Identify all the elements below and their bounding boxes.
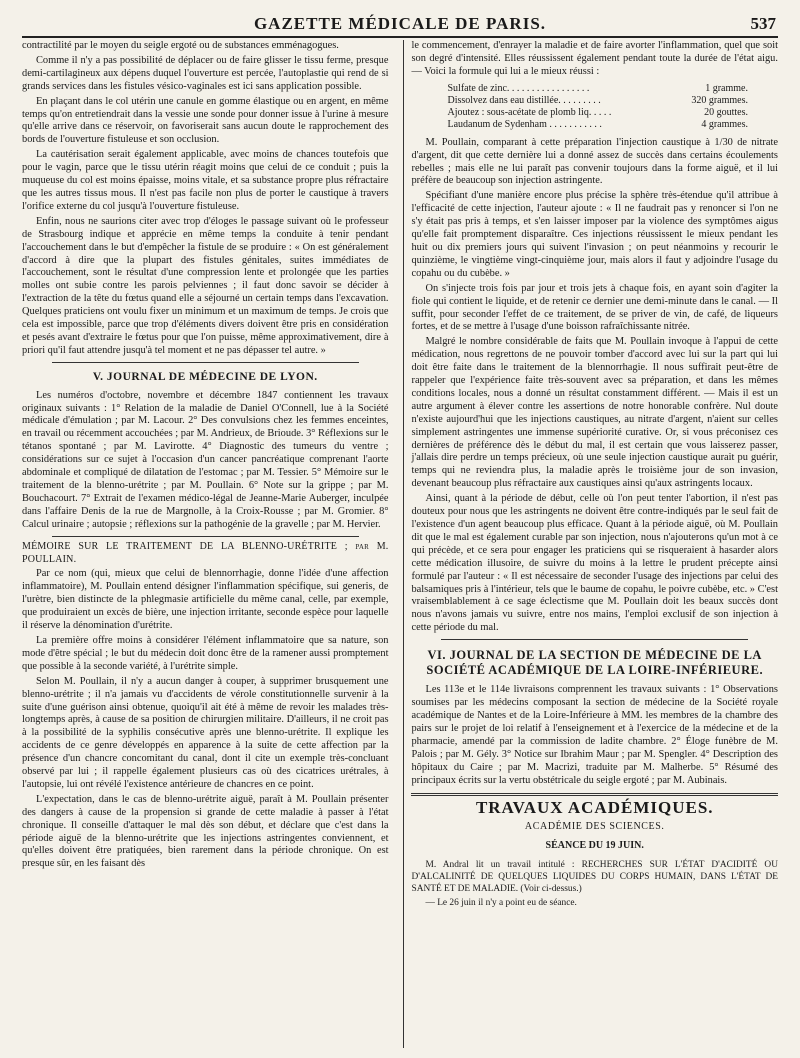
paragraph: Spécifiant d'une manière encore plus précise la sphère très-étendue qu'il attribue à l'efficacité de cette injection, l'auteur ajoute : « Il ne faudrait pas y renoncer si l'on ne s'y était pas pris à temps, et s'en laisser imposer par la violence des symptômes aigus qu'elle fait promptement disparaître. Ces injections réussissent le mieux pendant les huit ou dix premiers jours qui suivent l'invasion ; on peut néanmoins y recourir le quinzième, le vingtième vingt-cinquième jour, mais alors il faut y adjoindre l'usage du copahu ou du cubèbe. » [411, 190, 778, 279]
paragraph: En plaçant dans le col utérin une canule en gomme élastique ou en argent, en même temps qu'on entretiendrait dans la vessie une sonde pour donner issue à l'urine à mesure qu'elle arrive dans ce réservoir, on favoriserait sans aucun doute le rapprochement des bords de l'ouverture fistuleuse et son occlusion. [22, 95, 389, 146]
column-rule [403, 40, 404, 1048]
section-heading-loire: VI. JOURNAL DE LA SECTION DE MÉDECINE DE LA SOCIÉTÉ ACADÉMIQUE DE LA LOIRE-INFÉRIEURE. [426, 648, 764, 678]
paragraph: M. Andral lit un travail intitulé : RECHERCHES SUR L'ÉTAT D'ACIDITÉ OU D'ALCALINITÉ DE QUELQUES LIQUIDES DU CORPS HUMAIN, DANS L'ÉTAT DE SANTÉ ET DE MALADIE. (Voir ci-dessus.) [411, 860, 778, 895]
paragraph: Comme il n'y a pas possibilité de déplacer ou de faire glisser le tissu ferme, presque demi-cartilagineux aux dépens duquel l'ouverture est percée, l'autoplastie qui rend de si grands services dans les fistules vésico-vaginales est ici sans application possible. [22, 54, 389, 92]
paragraph: M. Poullain, comparant à cette préparation l'injection caustique à 1/30 de nitrate d'argent, dit que cette dernière lui a donné assez de succès dans certains écoulements rebelles ; mais elle ne lui paraît pas convenir toujours dans la forme aiguë, et il lui préfère de beaucoup son injection astringente. [411, 136, 778, 187]
paragraph: Selon M. Poullain, il n'y a aucun danger à couper, à supprimer brusquement une blenno-urétrite ; il n'a jamais vu d'accidents de vérole constitutionnelle survenir à la suite d'une guérison ainsi obtenue, quoiqu'il ait été à même de revoir les malades très-longtemps après, à cause de sa position de chirurgien militaire. D'ailleurs, il ne croit pas à la possibilité de la syphilis consécutive après une blenno-urétrite. Il explique les accidents de ce genre développés en apparence à la suite de cette affection par la présence d'un chancre concomitant du canal, dont il cite un exemple très-concluant observé par lui ; il rappelle également plusieurs cas où des cicatrices urétrales, à l'autopsie, lui ont révélé l'existence antérieure de chancres en ce point. [22, 675, 389, 790]
formula-row: Dissolvez dans eau distillée. . . . . . . . . 320 grammes. [447, 94, 748, 106]
paragraph: La première offre moins à considérer l'élément inflammatoire que sa nature, son mode d'être spécial ; le but du médecin doit donc être de la ramener aussi promptement que possible à la seconde variété, à l'urétrite simple. [22, 634, 389, 672]
paragraph: contractilité par le moyen du seigle ergoté ou de substances emménagogues. [22, 40, 339, 51]
academy-heading: ACADÉMIE DES SCIENCES. [524, 821, 665, 833]
paragraph: le commencement, d'enrayer la maladie et de faire avorter l'inflammation, quel que soit son degré d'intensité. Elles réussissent également pendant toute la durée de l'état aigu. — Voici la formule qui lui a le mieux réussi : [411, 40, 778, 77]
memoire-heading: MÉMOIRE SUR LE TRAITEMENT DE LA BLENNO-URÉTRITE ; par M. POULLAIN. [22, 540, 389, 565]
paragraph: Les 113e et le 114e livraisons comprennent les travaux suivants : 1° Observations soumises par les médecins composant la section de médecine de la Société royale académique de Nantes et de la Loire-Inférieure à MM. les membres de la chambre des pairs sur le projet de loi relatif à l'enseignement et à l'exercice de la médecine et de la pharmacie, amendé par la commission de ladite chambre. 2° Éloge funèbre de M. Palois ; par M. Gély. 3° Notice sur Ibrahim Maur ; par M. Spengler. 4° Description des hôpitaux du Caire ; par M. Macrizi, traduite par M. Malherbe. 5° Résumé des principaux écrits sur la vertu obstétricale du seigle ergoté ; par M. Aubinais. [411, 684, 778, 786]
left-column [22, 40, 397, 1048]
paragraph: Ainsi, quant à la période de début, celle où l'on peut tenter l'abortion, il n'est pas douteux pour nous que les astringents ne doivent être contre-indiqués par le seul fait de l'existence d'un agent beaucoup plus efficace. Quant à la période aiguë, où M. Poullain dit que le mal est également curable par son injection, nous n'ajouterons qu'un mot à ce qui précède, et ce sera pour engager les praticiens qui se risqueraient à hasarder alors cette médication illusoire, de suivre du moins à la lettre le prudent précepte ainsi formulé par l'auteur : « Il est nécessaire de seconder l'usage des injections par celui des balsamiques pris à l'intérieur, tels que le baume de copahu, le poivre cubèbe, etc. » C'est vraisemblablement à ce sage éclectisme que M. Poullain doit les beaux succès dont nous n'avons jamais vu suivre, entre nos mains, l'emploi exclusif de son injection à cette période du mal. [411, 493, 778, 634]
divider [52, 362, 359, 363]
formula-row: Sulfate de zinc. . . . . . . . . . . . . . . . . 1 gramme. [447, 82, 748, 94]
paragraph: Par ce nom (qui, mieux que celui de blennorrhagie, donne l'idée d'une affection inflammatoire), M. Poullain entend désigner l'inflammation spécifique, sui generis, de l'urètre, bien distincte de la phlegmasie artificielle du même canal, celle, par exemple, que produiraient un excès de bière, une injection irritante, seconde espèce pour laquelle il réserve la dénomination d'urétrite. [22, 568, 389, 632]
seance-heading: SÉANCE DU 19 JUIN. [545, 840, 644, 852]
paragraph: Malgré le nombre considérable de faits que M. Poullain invoque à l'appui de cette médication, nous regrettons de ne pouvoir tomber d'accord avec lui sur la part qui lui doit être faite dans le traitement de la blennorrhagie. Il nous suffirait peut-être de rappeler que l'expérience faite très-souvent avec sa préparation, et dans les mêmes conditions locales, nous a donné un résultat constamment différent. — Mais il est un autre argument à élever contre les assertions de notre honorable confrère. Nul doute n'existe aujourd'hui que les injections caustiques, au nitrate d'argent, n'aient sur celles simplement astringentes une immense supériorité curative. Or, si vous préconisez ces dernières de préférence dès le début du mal, il est certain que vous laisserez passer, j'allais dire perdre un temps précieux, où une seule injection caustique aurait pu guérir, temps qui ne reviendra plus, la maladie après le troisième jour de son invasion, devenant beaucoup plus réfractaire aux caustiques ainsi qu'aux astringents locaux. [411, 336, 778, 490]
paragraph: Enfin, nous ne saurions citer avec trop d'éloges le passage suivant où le professeur de Strasbourg indique et apprécie en même temps la conduite à tenir pendant l'accouchement dans le but d'empêcher la fistule de se produire : « On est généralement d'accord à dire que la plupart des fistules génitales, suites immédiates de l'accouchement, sont le résultat d'une compression lente et prolongée que les parties molles ont subie contre les parois pelviennes ; il faut donc savoir se décider à l'extraction de la tête du fœtus quand elle a séjourné un certain temps dans l'excavation. Quelques praticiens ont voulu fixer un minimum et un maximum de temps. Je crois que cela est impossible, parce que trop d'éléments divers doivent être pris en considération et pesés avant d'extraire le fœtus pour que l'on puisse, même approximativement, dire à priori qu'il faut attendre jusqu'à tel moment et ne pas dépasser tel autre. » [22, 215, 389, 356]
travaux-heading: TRAVAUX ACADÉMIQUES. [475, 798, 714, 818]
divider [52, 536, 359, 537]
right-column [409, 40, 778, 1048]
paragraph: L'expectation, dans le cas de blenno-urétrite aiguë, paraît à M. Poullain présenter des dangers à cause de la propension si grande de cette maladie à passer à l'état chronique. Il conseille d'attaquer le mal dès son début, et déclare que c'est dans la période aiguë de la blenno-urétrite que les injections astringentes conviennent, et qu'elles doivent être pratiquées, bien rarement dans la période chronique. On est presque sûr, en les faisant dès [22, 793, 389, 870]
paragraph: — Le 26 juin il n'y a point eu de séance. [425, 898, 577, 909]
two-column-body [22, 40, 778, 1048]
divider [441, 639, 748, 640]
journal-title: GAZETTE MÉDICALE DE PARIS. [253, 14, 547, 33]
formula-row: Ajoutez : sous-acétate de plomb liq. . . . . 20 gouttes. [447, 106, 748, 118]
formula-row: Laudanum de Sydenham . . . . . . . . . . . 4 grammes. [447, 118, 748, 130]
page-number: 537 [750, 14, 776, 33]
paragraph: Les numéros d'octobre, novembre et décembre 1847 contiennent les travaux originaux suivants : 1° Relation de la maladie de Daniel O'Connell, lue à la Société médicale d'émulation ; par M. Lacour. 2° Des convulsions chez les femmes enceintes, en travail ou récemment accouchées ; par M. Andrieux, de Brioude. 3° Réflexions sur le tétanos spontané ; par M. Lavirotte. 4° Diagnostic des tumeurs du ventre ; considérations sur ce sujet à l'occasion d'un cancer pancréatique comprenant l'aorte abdominale et compliqué de dilatation de l'estomac ; par M. Tessier. 5° Mémoire sur le traitement de la blenno-urétrite ; par M. Poullain. 6° Note sur la grippe ; par M. Bouchacourt. 7° Extrait de l'examen médico-légal de Jeanne-Marie Auberger, inculpée dans l'affaire Denis de la rue de Margnolle, à la Croix-Rousse ; par M. Gromier. 8° Calcul urinaire ; autopsie ; réflexions sur la pathogénie de la gravelle ; par M. Hervier. [22, 389, 389, 530]
paragraph: La cautérisation serait également applicable, avec moins de chances toutefois que pour le vagin, parce que le tissu utérin réagit moins que celui de ce conduit ; puis la muqueuse du col est moins épaisse, moins vitale, et sa substance propre plus réfractaire que les autres tissus mous. Il n'est pas facile non plus de porter le caustique à travers l'orifice externe du col jusqu'à l'ouverture fistuleuse. [22, 149, 389, 212]
page-header [22, 10, 778, 38]
prescription-formula [447, 83, 778, 131]
section-heading-lyon: V. JOURNAL DE MÉDECINE DE LYON. [92, 370, 318, 383]
paragraph: On s'injecte trois fois par jour et trois jets à chaque fois, en ayant soin d'agiter la fiole qui contient le liquide, et de retenir ce dernier une demi-minute dans le canal. — Il suffit, pour seconder l'effet de ce traitement, de se priver de vin, de café, de liqueurs fortes, et de se mettre à l'usage d'une boisson rafraîchissante nitrée. [411, 282, 778, 333]
double-divider [411, 793, 778, 796]
